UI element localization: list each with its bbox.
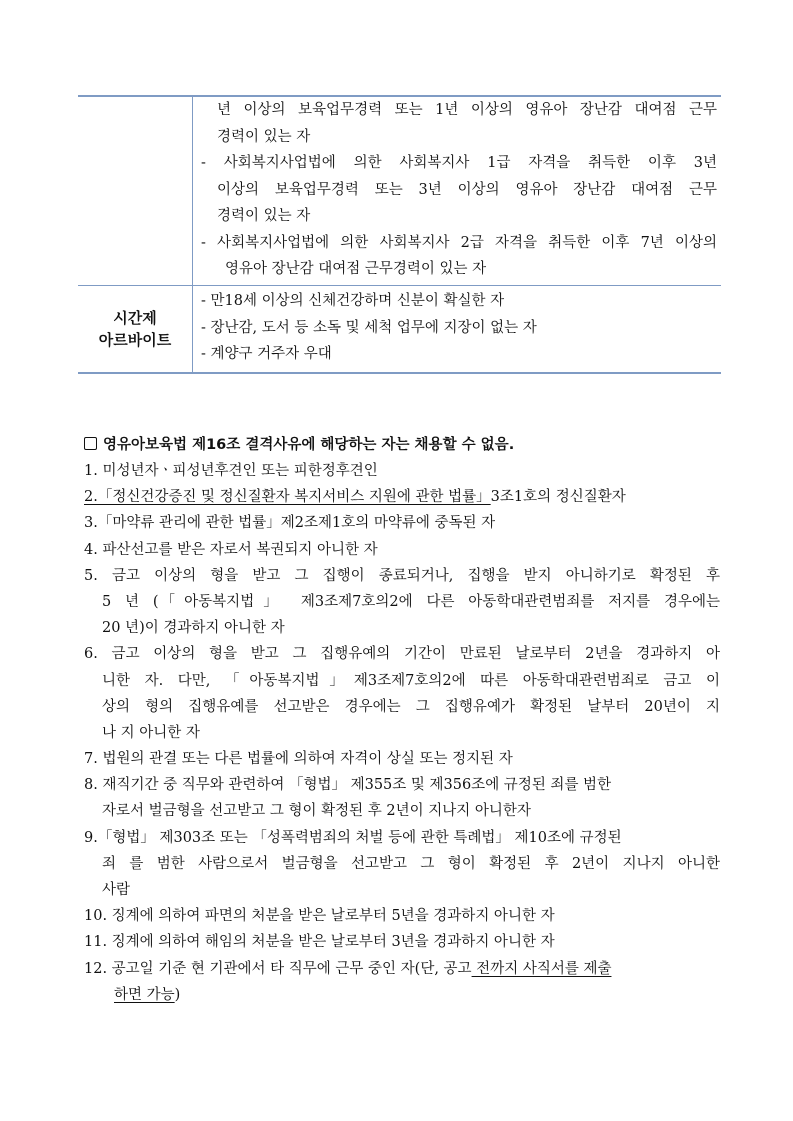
row-label-cell: [78, 286, 193, 374]
requirement-line: - 장난감, 도서 등 소독 및 세척 업무에 지장이 없는 자: [201, 319, 537, 336]
list-item-continuation: 죄 를 범한 사람으로서 벌금형을 선고받고 그 형이 확정된 후 2년이 지나지 아니한: [102, 855, 720, 872]
row-content-cell: [193, 286, 722, 374]
table-row: [78, 96, 721, 286]
list-item: 10. 징계에 의하여 파면의 처분을 받은 날로부터 5년을 경과하지 아니한 자: [84, 908, 555, 925]
requirement-line: - 사회복지사업법에 의한 사회복지사 1급 자격을 취득한 이후 3년: [201, 155, 717, 171]
list-item: 4. 파산선고를 받은 자로서 복권되지 아니한 자: [84, 541, 378, 558]
underlined-note: 전까지 사직서를 제출: [471, 960, 612, 977]
list-item: 7. 법원의 관결 또는 다른 법률에 의하여 자격이 상실 또는 정지된 자: [84, 751, 513, 768]
list-item-continuation: 사람: [102, 882, 131, 898]
list-item-continuation: 자로서 벌금형을 선고받고 그 형이 확정된 후 2년이 지나지 아니한자: [102, 803, 531, 820]
list-item-text: ): [174, 986, 181, 1003]
requirement-line: - 사회복지사업법에 의한 사회복지사 2급 자격을 취득한 이후 7년 이상의: [201, 234, 717, 251]
list-item-continuation: 나 지 아니한 자: [102, 724, 200, 741]
list-item-continuation: [84, 982, 724, 1008]
row-content-cell: [193, 96, 722, 286]
requirement-line: - 계양구 거주자 우대: [201, 346, 332, 362]
section-title: [84, 432, 724, 458]
section-title-text: 영유아보육법 제16조 결격사유에 해당하는 자는 채용할 수 없음.: [103, 437, 515, 453]
list-item: [84, 956, 724, 982]
list-item: 5. 금고 이상의 형을 받고 그 집행이 종료되거나, 집행을 받지 아니하기로 확정된 후: [84, 567, 720, 584]
list-item-text: 3조1호의 정신질환자: [490, 489, 626, 506]
list-item-text: 12. 공고일 기준 현 기관에서 타 직무에 근무 중인 자(단, 공고: [84, 960, 472, 977]
table-row: [78, 286, 721, 374]
list-item: 3.「마약류 관리에 관한 법률」제2조제1호의 마약류에 중독된 자: [84, 515, 496, 532]
qualification-table: [78, 95, 721, 374]
list-item-continuation: 5 년 (「아동복지법」 제3조제7호의2에 다른 아동학대관련범죄를 저지를 경우에는: [102, 593, 720, 610]
list-item-continuation: 20 년)이 경과하지 아니한 자: [102, 620, 285, 637]
list-item: [84, 484, 724, 510]
row-label-part-time-2: 아르바이트: [98, 331, 172, 349]
row-label-cell: [78, 96, 193, 286]
disqualification-section: [84, 432, 724, 1008]
requirement-line: 년 이상의 보육업무경력 또는 1년 이상의 영유아 장난감 대여점 근무: [217, 102, 717, 118]
row-label-part-time: 시간제: [113, 309, 157, 327]
list-item: 9.「형법」 제303조 또는 「성폭력범죄의 처벌 등에 관한 특례법」 제10조에 규정된: [84, 829, 622, 846]
underlined-note: 하면 가능: [114, 986, 175, 1003]
list-item: 1. 미성년자ㆍ피성년후견인 또는 피한정후견인: [84, 463, 378, 479]
law-title: 2.「정신건강증진 및 정신질환자 복지서비스 지원에 관한 법률」: [84, 489, 491, 506]
requirement-line: - 만18세 이상의 신체건강하며 신분이 확실한 자: [201, 293, 505, 309]
list-item-continuation: 상의 형의 집행유예를 선고받은 경우에는 그 집행유예가 확정된 날부터 20년이 지: [102, 698, 720, 715]
list-item: 11. 징계에 의하여 해임의 처분을 받은 날로부터 3년을 경과하지 아니한 자: [84, 934, 555, 951]
list-item: 6. 금고 이상의 형을 받고 그 집행유예의 기간이 만료된 날로부터 2년을 경과하지 아: [84, 646, 720, 663]
list-item-continuation: 니한 자. 다만, 「아동복지법」제3조제7호의2에 따른 아동학대관련범죄로 금고 이: [102, 672, 720, 689]
requirement-line: 이상의 보육업무경력 또는 3년 이상의 영유아 장난감 대여점 근무: [217, 181, 717, 198]
requirement-line: 영유아 장난감 대여점 근무경력이 있는 자: [225, 261, 487, 277]
requirement-line: 경력이 있는 자: [217, 208, 311, 224]
requirement-line: 경력이 있는 자: [217, 128, 311, 145]
list-item: 8. 재직기간 중 직무와 관련하여 「형법」 제355조 및 제356조에 규정된 죄를 범한: [84, 777, 612, 794]
checkbox-square-icon: [84, 437, 97, 450]
